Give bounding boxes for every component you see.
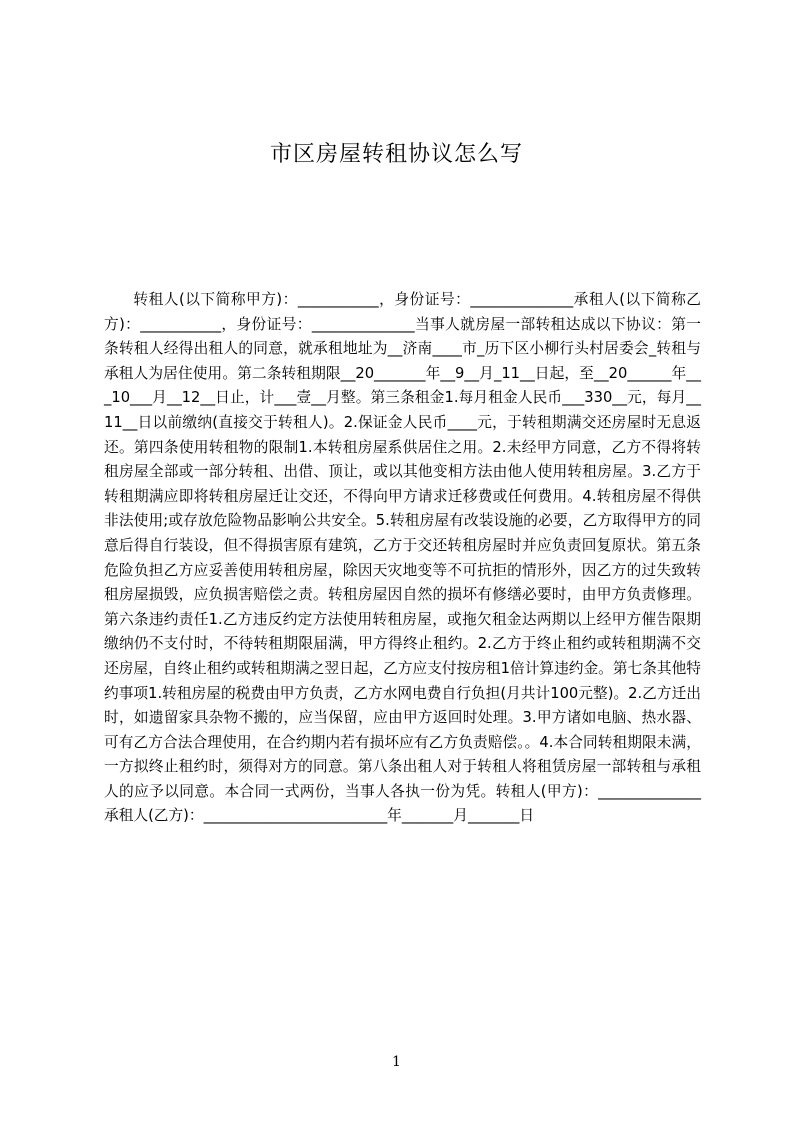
page-number: 1 xyxy=(392,1054,401,1070)
document-title: 市区房屋转租协议怎么写 xyxy=(269,142,523,167)
agreement-body: 转租人(以下简称甲方)：___________，身份证号：______________承租人(以下简称乙方)：___________，身份证号：______________当事人就房屋一部转租达成以下协议：第一条转租人经得出租人的同意，就承租地址为__济南____市_历下区小柳行头村居委会_转租与承租人为居住使用。第二条转租期限__20_______年__9__月_11__日起，至__20______年___10___月__12__日止，计___壹__月整。第三条租金1.每月租金人民币___330__元，每月__11__日以前缴纳(直接交于转租人)。2.保证金人民币____元，于转租期满交还房屋时无息返还。第四条使用转租物的限制1.本转租房屋系供居住之用。2.未经甲方同意，乙方不得将转租房屋全部或一部分转租、出借、顶让，或以其他变相方法由他人使用转租房屋。3.乙方于转租期满应即将转租房屋迁让交还，不得向甲方请求迁移费或任何费用。4.转租房屋不得供非法使用;或存放危险物品影响公共安全。5.转租房屋有改装设施的必要，乙方取得甲方的同意后得自行装设，但不得损害原有建筑，乙方于交还转租房屋时并应负责回复原状。第五条危险负担乙方应妥善使用转租房屋，除因天灾地变等不可抗拒的情形外，因乙方的过失致转租房屋损毁，应负损害赔偿之责。转租房屋因自然的损坏有修缮必要时，由甲方负责修理。第六条违约责任1.乙方违反约定方法使用转租房屋，或拖欠租金达两期以上经甲方催告限期缴纳仍不支付时，不待转租期限届满，甲方得终止租约。2.乙方于终止租约或转租期满不交还房屋，自终止租约或转租期满之翌日起，乙方应支付按房租1倍计算违约金。第七条其他特约事项1.转租房屋的税费由甲方负责，乙方水网电费自行负担(月共计100元整)。2.乙方迁出时，如遗留家具杂物不搬的，应当保留，应由甲方返回时处理。3.甲方诸如电脑、热水器、可有乙方合法合理使用，在合约期内若有损坏应有乙方负责赔偿。。4.本合同转租期限未满，一方拟终止租约时，须得对方的同意。第八条出租人对于转租人将租赁房屋一部转租与承租人的应予以同意。本合同一式两份，当事人各执一份为凭。转租人(甲方)：______________承租人(乙方)：_________________________年_______月_______日 xyxy=(104,291,701,825)
